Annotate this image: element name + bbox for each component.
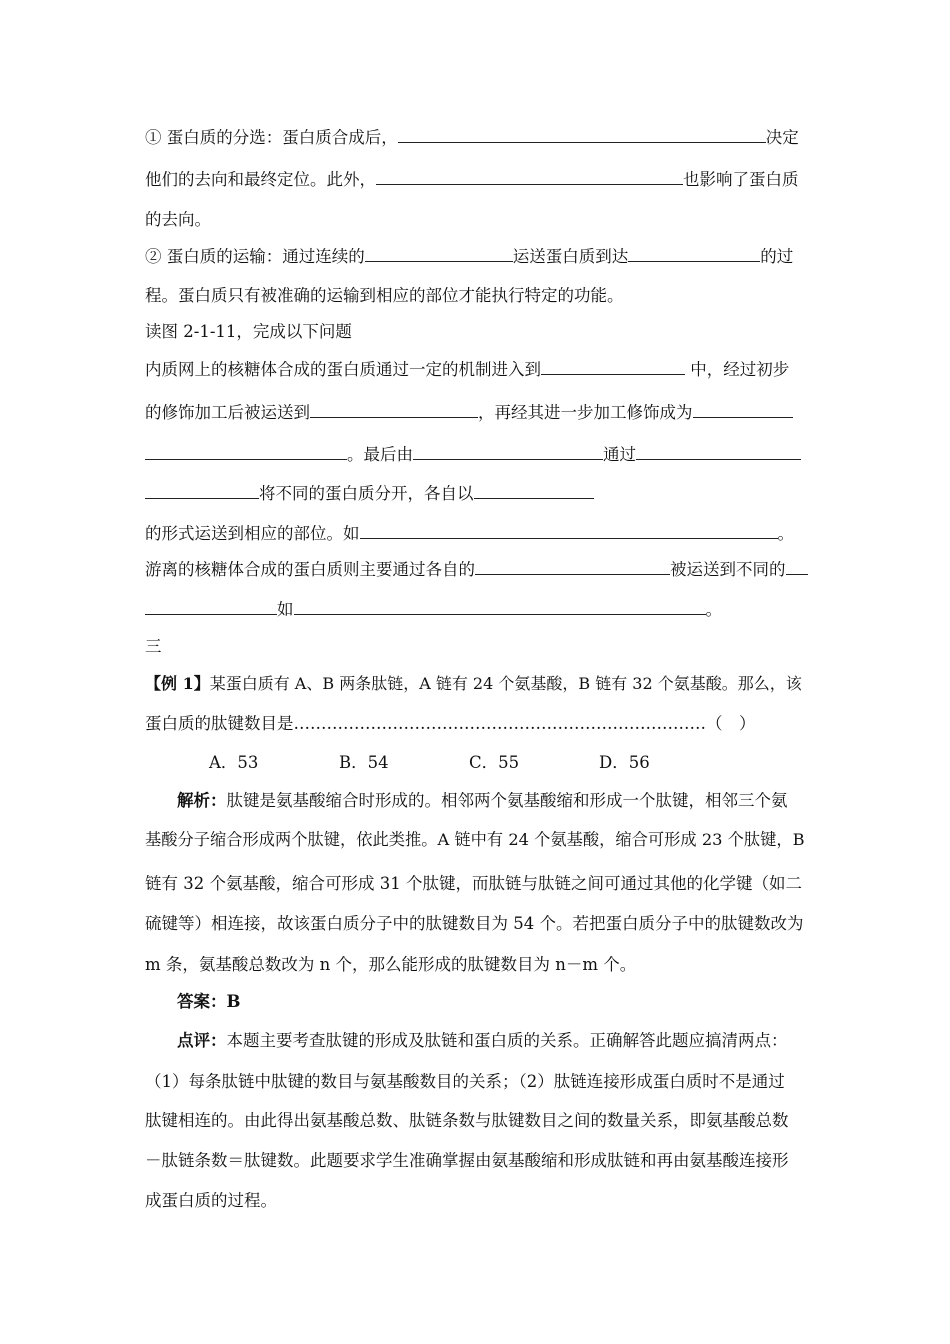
fill-blank[interactable] (474, 482, 594, 499)
text: 。 (705, 600, 722, 619)
comment-line: 肽键相连的。由此得出氨基酸总数、肽链条数与肽键数目之间的数量关系，即氨基酸总数 (145, 1111, 789, 1130)
text: 肽键是氨基酸缩合时形成的。相邻两个氨基酸缩和形成一个肽键，相邻三个氨 (226, 791, 788, 810)
fill-blank[interactable] (693, 401, 793, 418)
text-line (145, 168, 810, 191)
text: 的修饰加工后被运送到 (145, 403, 310, 422)
example-question: 蛋白质的肽键数目是…………………………………………………………………（ ） (145, 714, 756, 733)
fill-blank[interactable] (365, 245, 513, 262)
option-c[interactable]: C．55 (469, 753, 520, 772)
text: 。最后由 (347, 445, 413, 464)
analysis-line: 链有 32 个氨基酸，缩合可形成 31 个肽键，而肽链与肽链之间可通过其他的化学键（如二 (145, 874, 802, 893)
text-line (145, 126, 810, 149)
fill-blank[interactable] (475, 558, 670, 575)
fill-blank[interactable] (636, 443, 801, 460)
fill-blank[interactable] (360, 522, 778, 539)
example-tag: 【例 1】 (145, 674, 210, 693)
text: 被运送到不同的 (670, 560, 786, 579)
fill-blank[interactable] (541, 358, 685, 375)
text: 决定 (765, 128, 799, 147)
text: 也影响了蛋白质 (683, 170, 799, 189)
text: 游离的核糖体合成的蛋白质则主要通过各自的 (145, 560, 475, 579)
text: 如 (277, 600, 294, 619)
fill-blank[interactable] (628, 245, 760, 262)
fill-blank[interactable] (786, 558, 808, 575)
fill-blank[interactable] (145, 443, 347, 460)
text: 内质网上的核糖体合成的蛋白质通过一定的机制进入到 (145, 360, 541, 379)
comment-label: 点评： (177, 1031, 227, 1050)
text: 的形式运送到相应的部位。如 (145, 524, 360, 543)
text-line (145, 558, 810, 581)
text: 某蛋白质有 A、B 两条肽链，A 链有 24 个氨基酸，B 链有 32 个氨基酸。那么，该 (209, 674, 802, 693)
text: 将不同的蛋白质分开，各自以 (259, 484, 474, 503)
options-row (209, 752, 769, 774)
text-line (145, 401, 810, 424)
text-line (145, 482, 810, 505)
fill-blank[interactable] (413, 443, 603, 460)
analysis-label: 解析： (177, 791, 227, 810)
fill-blank[interactable] (294, 598, 706, 615)
analysis-line (177, 790, 810, 812)
text-line: 程。蛋白质只有被准确的运输到相应的部位才能执行特定的功能。 (145, 286, 624, 305)
fill-blank[interactable] (376, 168, 683, 185)
comment-line: 成蛋白质的过程。 (145, 1191, 277, 1210)
text: 运送蛋白质到达 (512, 247, 629, 266)
text-line (145, 245, 810, 268)
text: 他们的去向和最终定位。此外， (145, 170, 376, 189)
text: 本题主要考查肽键的形成及肽链和蛋白质的关系。正确解答此题应搞清两点： (226, 1031, 788, 1050)
text: 通过 (603, 445, 636, 464)
comment-line: －肽链条数＝肽键数。此题要求学生准确掌握由氨基酸缩和形成肽链和再由氨基酸连接形 (145, 1151, 789, 1170)
analysis-line: 硫键等）相连接，故该蛋白质分子中的肽键数目为 54 个。若把蛋白质分子中的肽键数改为 (145, 914, 804, 933)
text-line (145, 522, 810, 545)
text: 的过 (760, 247, 794, 266)
analysis-line: 基酸分子缩合形成两个肽键，依此类推。A 链中有 24 个氨基酸，缩合可形成 23 个肽键，B (145, 830, 805, 849)
comment-line (177, 1030, 810, 1052)
text: 。 (777, 524, 794, 543)
fill-blank[interactable] (145, 482, 259, 499)
fill-blank[interactable] (145, 598, 277, 615)
text-line (145, 358, 810, 381)
option-a[interactable]: A．53 (209, 753, 259, 772)
text: ，再经其进一步加工修饰成为 (478, 403, 693, 422)
section-number: 三 (145, 637, 162, 656)
text-line (145, 598, 810, 621)
text: ① 蛋白质的分选：蛋白质合成后， (145, 128, 398, 147)
fill-blank[interactable] (310, 401, 478, 418)
answer-line (177, 991, 810, 1013)
comment-line: （1）每条肽链中肽键的数目与氨基酸数目的关系；（2）肽链连接形成蛋白质时不是通过 (145, 1072, 785, 1091)
text-line: 的去向。 (145, 210, 211, 229)
answer-label: 答案：B (177, 992, 241, 1011)
analysis-line: m 条，氨基酸总数改为 n 个，那么能形成的肽键数目为 n－m 个。 (145, 955, 637, 974)
option-d[interactable]: D．56 (599, 753, 650, 772)
fill-blank[interactable] (398, 126, 766, 143)
text-line (145, 443, 810, 466)
option-b[interactable]: B．54 (339, 753, 389, 772)
example-question (145, 673, 810, 695)
text-line: 读图 2-1-11，完成以下问题 (145, 322, 352, 341)
text: ② 蛋白质的运输：通过连续的 (145, 247, 365, 266)
text: 中，经过初步 (685, 360, 790, 379)
